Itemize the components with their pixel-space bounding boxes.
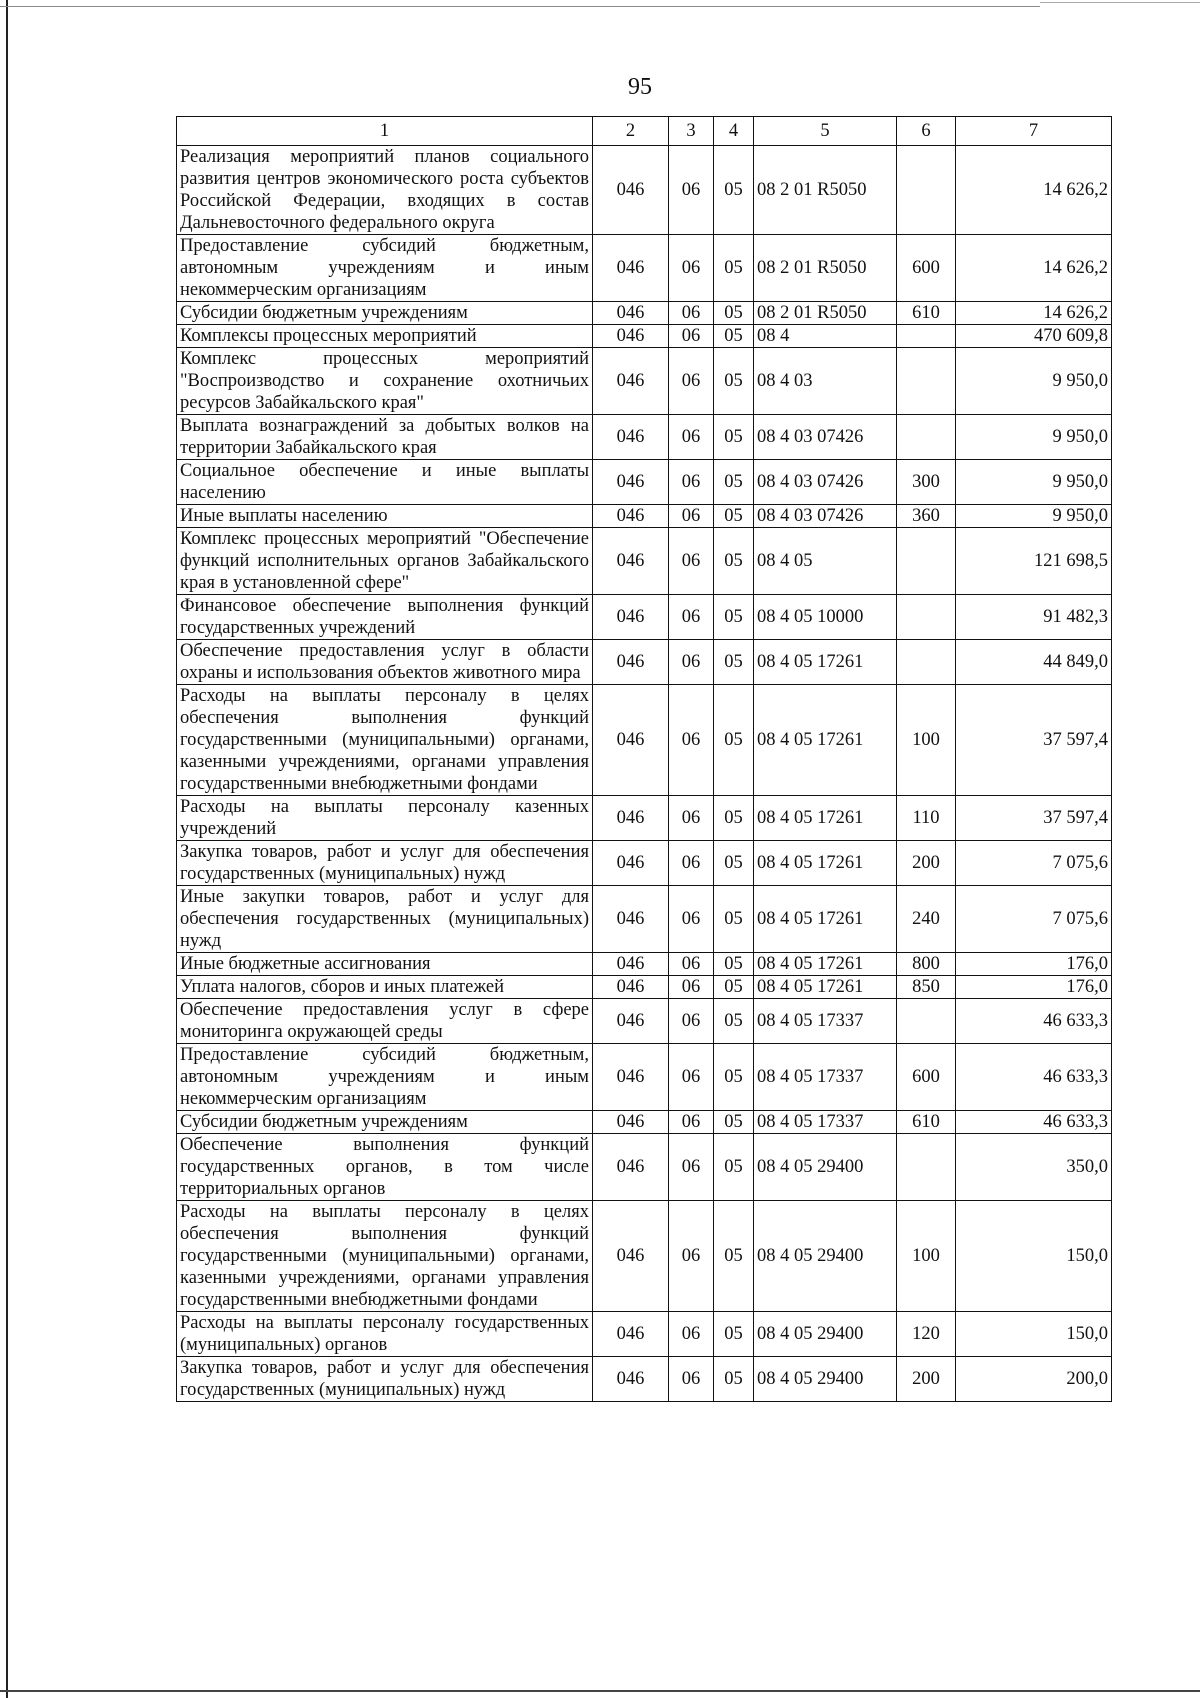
section-code-cell: 06 — [669, 999, 714, 1044]
amount-cell: 121 698,5 — [956, 528, 1112, 595]
table-body — [177, 146, 1112, 1402]
section-code-cell: 06 — [669, 528, 714, 595]
expense-type-cell — [897, 146, 956, 235]
subsection-code-cell: 05 — [714, 1134, 754, 1201]
subsection-code-cell: 05 — [714, 302, 754, 325]
target-article-cell: 08 2 01 R5050 — [754, 146, 897, 235]
target-article-cell: 08 2 01 R5050 — [754, 302, 897, 325]
expense-type-cell: 200 — [897, 841, 956, 886]
section-code-cell: 06 — [669, 235, 714, 302]
ministry-code-cell: 046 — [593, 976, 669, 999]
subsection-code-cell: 05 — [714, 528, 754, 595]
ministry-code-cell: 046 — [593, 460, 669, 505]
ministry-code-cell: 046 — [593, 1201, 669, 1312]
ministry-code-cell: 046 — [593, 235, 669, 302]
amount-cell: 14 626,2 — [956, 146, 1112, 235]
expense-type-cell: 600 — [897, 1044, 956, 1111]
subsection-code-cell: 05 — [714, 796, 754, 841]
expense-type-cell: 100 — [897, 1201, 956, 1312]
table-row — [177, 953, 1112, 976]
expense-type-cell: 300 — [897, 460, 956, 505]
amount-cell: 150,0 — [956, 1312, 1112, 1357]
expense-type-cell — [897, 528, 956, 595]
row-name-cell: Комплексы процессных мероприятий — [177, 325, 593, 348]
column-header: 6 — [897, 117, 956, 146]
table-row — [177, 595, 1112, 640]
target-article-cell: 08 4 03 07426 — [754, 415, 897, 460]
column-header: 3 — [669, 117, 714, 146]
row-name-cell: Комплекс процессных мероприятий "Обеспечение функций исполнительных органов Забайкальского края в установленной сфере" — [177, 528, 593, 595]
ministry-code-cell: 046 — [593, 415, 669, 460]
table-row — [177, 1044, 1112, 1111]
amount-cell: 150,0 — [956, 1201, 1112, 1312]
ministry-code-cell: 046 — [593, 1044, 669, 1111]
table-row — [177, 325, 1112, 348]
section-code-cell: 06 — [669, 640, 714, 685]
table-row — [177, 415, 1112, 460]
target-article-cell: 08 4 05 — [754, 528, 897, 595]
section-code-cell: 06 — [669, 460, 714, 505]
subsection-code-cell: 05 — [714, 146, 754, 235]
table-row — [177, 1357, 1112, 1402]
expense-type-cell: 610 — [897, 302, 956, 325]
row-name-cell: Расходы на выплаты персоналу казенных учреждений — [177, 796, 593, 841]
budget-table — [176, 116, 1112, 1402]
table-row — [177, 886, 1112, 953]
ministry-code-cell: 046 — [593, 146, 669, 235]
expense-type-cell: 610 — [897, 1111, 956, 1134]
target-article-cell: 08 4 05 10000 — [754, 595, 897, 640]
expense-type-cell: 240 — [897, 886, 956, 953]
target-article-cell: 08 4 05 17261 — [754, 953, 897, 976]
expense-type-cell: 800 — [897, 953, 956, 976]
section-code-cell: 06 — [669, 953, 714, 976]
ministry-code-cell: 046 — [593, 302, 669, 325]
target-article-cell: 08 4 05 29400 — [754, 1134, 897, 1201]
row-name-cell: Уплата налогов, сборов и иных платежей — [177, 976, 593, 999]
amount-cell: 9 950,0 — [956, 505, 1112, 528]
table-row — [177, 302, 1112, 325]
target-article-cell: 08 4 05 17261 — [754, 886, 897, 953]
amount-cell: 46 633,3 — [956, 999, 1112, 1044]
section-code-cell: 06 — [669, 796, 714, 841]
subsection-code-cell: 05 — [714, 325, 754, 348]
column-header: 4 — [714, 117, 754, 146]
expense-type-cell: 120 — [897, 1312, 956, 1357]
expense-type-cell — [897, 415, 956, 460]
section-code-cell: 06 — [669, 1312, 714, 1357]
expense-type-cell — [897, 999, 956, 1044]
table-row — [177, 1312, 1112, 1357]
ministry-code-cell: 046 — [593, 841, 669, 886]
row-name-cell: Субсидии бюджетным учреждениям — [177, 1111, 593, 1134]
section-code-cell: 06 — [669, 505, 714, 528]
table-row — [177, 976, 1112, 999]
target-article-cell: 08 2 01 R5050 — [754, 235, 897, 302]
row-name-cell: Иные бюджетные ассигнования — [177, 953, 593, 976]
target-article-cell: 08 4 05 17261 — [754, 796, 897, 841]
ministry-code-cell: 046 — [593, 640, 669, 685]
section-code-cell: 06 — [669, 976, 714, 999]
amount-cell: 7 075,6 — [956, 886, 1112, 953]
table-row — [177, 146, 1112, 235]
amount-cell: 9 950,0 — [956, 460, 1112, 505]
ministry-code-cell: 046 — [593, 505, 669, 528]
section-code-cell: 06 — [669, 302, 714, 325]
subsection-code-cell: 05 — [714, 953, 754, 976]
ministry-code-cell: 046 — [593, 348, 669, 415]
table-row — [177, 235, 1112, 302]
amount-cell: 470 609,8 — [956, 325, 1112, 348]
column-header: 2 — [593, 117, 669, 146]
section-code-cell: 06 — [669, 685, 714, 796]
expense-type-cell — [897, 595, 956, 640]
column-header: 5 — [754, 117, 897, 146]
expense-type-cell: 600 — [897, 235, 956, 302]
expense-type-cell: 360 — [897, 505, 956, 528]
expense-type-cell — [897, 325, 956, 348]
subsection-code-cell: 05 — [714, 415, 754, 460]
row-name-cell: Закупка товаров, работ и услуг для обеспечения государственных (муниципальных) нужд — [177, 1357, 593, 1402]
section-code-cell: 06 — [669, 325, 714, 348]
row-name-cell: Закупка товаров, работ и услуг для обеспечения государственных (муниципальных) нужд — [177, 841, 593, 886]
section-code-cell: 06 — [669, 415, 714, 460]
table-row — [177, 1111, 1112, 1134]
expense-type-cell: 200 — [897, 1357, 956, 1402]
target-article-cell: 08 4 05 29400 — [754, 1357, 897, 1402]
ministry-code-cell: 046 — [593, 796, 669, 841]
amount-cell: 44 849,0 — [956, 640, 1112, 685]
section-code-cell: 06 — [669, 1201, 714, 1312]
table-row — [177, 685, 1112, 796]
subsection-code-cell: 05 — [714, 1357, 754, 1402]
ministry-code-cell: 046 — [593, 1312, 669, 1357]
expense-type-cell — [897, 1134, 956, 1201]
expense-type-cell — [897, 348, 956, 415]
ministry-code-cell: 046 — [593, 1111, 669, 1134]
row-name-cell: Выплата вознаграждений за добытых волков на территории Забайкальского края — [177, 415, 593, 460]
subsection-code-cell: 05 — [714, 1044, 754, 1111]
target-article-cell: 08 4 — [754, 325, 897, 348]
target-article-cell: 08 4 05 17261 — [754, 841, 897, 886]
table-header-row — [177, 117, 1112, 146]
ministry-code-cell: 046 — [593, 886, 669, 953]
target-article-cell: 08 4 05 17261 — [754, 640, 897, 685]
table-row — [177, 640, 1112, 685]
amount-cell: 14 626,2 — [956, 302, 1112, 325]
table-row — [177, 999, 1112, 1044]
section-code-cell: 06 — [669, 841, 714, 886]
amount-cell: 14 626,2 — [956, 235, 1112, 302]
row-name-cell: Комплекс процессных мероприятий "Воспроизводство и сохранение охотничьих ресурсов Забайкальского края" — [177, 348, 593, 415]
amount-cell: 46 633,3 — [956, 1111, 1112, 1134]
expense-type-cell: 100 — [897, 685, 956, 796]
ministry-code-cell: 046 — [593, 999, 669, 1044]
section-code-cell: 06 — [669, 1111, 714, 1134]
row-name-cell: Иные закупки товаров, работ и услуг для обеспечения государственных (муниципальных) нужд — [177, 886, 593, 953]
amount-cell: 91 482,3 — [956, 595, 1112, 640]
subsection-code-cell: 05 — [714, 685, 754, 796]
target-article-cell: 08 4 05 29400 — [754, 1312, 897, 1357]
row-name-cell: Социальное обеспечение и иные выплаты населению — [177, 460, 593, 505]
row-name-cell: Обеспечение предоставления услуг в сфере мониторинга окружающей среды — [177, 999, 593, 1044]
subsection-code-cell: 05 — [714, 1111, 754, 1134]
target-article-cell: 08 4 03 07426 — [754, 505, 897, 528]
row-name-cell: Обеспечение выполнения функций государственных органов, в том числе территориальных органов — [177, 1134, 593, 1201]
table-row — [177, 348, 1112, 415]
subsection-code-cell: 05 — [714, 348, 754, 415]
target-article-cell: 08 4 05 17261 — [754, 685, 897, 796]
table-row — [177, 460, 1112, 505]
ministry-code-cell: 046 — [593, 1357, 669, 1402]
amount-cell: 7 075,6 — [956, 841, 1112, 886]
row-name-cell: Финансовое обеспечение выполнения функций государственных учреждений — [177, 595, 593, 640]
expense-type-cell: 850 — [897, 976, 956, 999]
subsection-code-cell: 05 — [714, 1201, 754, 1312]
table-row — [177, 1134, 1112, 1201]
ministry-code-cell: 046 — [593, 325, 669, 348]
ministry-code-cell: 046 — [593, 685, 669, 796]
page-number: 95 — [628, 74, 652, 100]
section-code-cell: 06 — [669, 886, 714, 953]
row-name-cell: Расходы на выплаты персоналу государственных (муниципальных) органов — [177, 1312, 593, 1357]
row-name-cell: Обеспечение предоставления услуг в области охраны и использования объектов животного мира — [177, 640, 593, 685]
amount-cell: 37 597,4 — [956, 685, 1112, 796]
target-article-cell: 08 4 05 17261 — [754, 976, 897, 999]
section-code-cell: 06 — [669, 1357, 714, 1402]
amount-cell: 37 597,4 — [956, 796, 1112, 841]
subsection-code-cell: 05 — [714, 235, 754, 302]
subsection-code-cell: 05 — [714, 595, 754, 640]
scan-edge-top — [0, 6, 1040, 7]
section-code-cell: 06 — [669, 1044, 714, 1111]
row-name-cell: Иные выплаты населению — [177, 505, 593, 528]
table-row — [177, 528, 1112, 595]
row-name-cell: Расходы на выплаты персоналу в целях обеспечения выполнения функций государственными (муниципальными) органами, казенными учреждениями, органами управления государственными внебюджетными фондами — [177, 685, 593, 796]
scan-edge-left — [6, 0, 8, 1698]
subsection-code-cell: 05 — [714, 460, 754, 505]
subsection-code-cell: 05 — [714, 841, 754, 886]
row-name-cell: Предоставление субсидий бюджетным, автономным учреждениям и иным некоммерческим организациям — [177, 1044, 593, 1111]
amount-cell: 46 633,3 — [956, 1044, 1112, 1111]
section-code-cell: 06 — [669, 146, 714, 235]
subsection-code-cell: 05 — [714, 999, 754, 1044]
table-row — [177, 841, 1112, 886]
target-article-cell: 08 4 03 07426 — [754, 460, 897, 505]
section-code-cell: 06 — [669, 348, 714, 415]
expense-type-cell: 110 — [897, 796, 956, 841]
expense-type-cell — [897, 640, 956, 685]
amount-cell: 200,0 — [956, 1357, 1112, 1402]
ministry-code-cell: 046 — [593, 1134, 669, 1201]
section-code-cell: 06 — [669, 595, 714, 640]
target-article-cell: 08 4 05 17337 — [754, 999, 897, 1044]
subsection-code-cell: 05 — [714, 976, 754, 999]
table-row — [177, 1201, 1112, 1312]
subsection-code-cell: 05 — [714, 1312, 754, 1357]
table-row — [177, 796, 1112, 841]
scan-edge-bottom — [0, 1690, 1200, 1692]
subsection-code-cell: 05 — [714, 640, 754, 685]
row-name-cell: Расходы на выплаты персоналу в целях обеспечения выполнения функций государственными (муниципальными) органами, казенными учреждениями, органами управления государственными внебюджетными фондами — [177, 1201, 593, 1312]
row-name-cell: Субсидии бюджетным учреждениям — [177, 302, 593, 325]
ministry-code-cell: 046 — [593, 528, 669, 595]
row-name-cell: Реализация мероприятий планов социального развития центров экономического роста субъектов Российской Федерации, входящих в состав Дальневосточного федерального округа — [177, 146, 593, 235]
subsection-code-cell: 05 — [714, 886, 754, 953]
ministry-code-cell: 046 — [593, 953, 669, 976]
table-row — [177, 505, 1112, 528]
amount-cell: 9 950,0 — [956, 348, 1112, 415]
ministry-code-cell: 046 — [593, 595, 669, 640]
target-article-cell: 08 4 05 17337 — [754, 1111, 897, 1134]
amount-cell: 9 950,0 — [956, 415, 1112, 460]
column-header: 1 — [177, 117, 593, 146]
target-article-cell: 08 4 03 — [754, 348, 897, 415]
amount-cell: 350,0 — [956, 1134, 1112, 1201]
scan-edge-top-right — [1040, 2, 1200, 3]
amount-cell: 176,0 — [956, 953, 1112, 976]
amount-cell: 176,0 — [956, 976, 1112, 999]
target-article-cell: 08 4 05 17337 — [754, 1044, 897, 1111]
subsection-code-cell: 05 — [714, 505, 754, 528]
column-header: 7 — [956, 117, 1112, 146]
target-article-cell: 08 4 05 29400 — [754, 1201, 897, 1312]
row-name-cell: Предоставление субсидий бюджетным, автономным учреждениям и иным некоммерческим организациям — [177, 235, 593, 302]
section-code-cell: 06 — [669, 1134, 714, 1201]
